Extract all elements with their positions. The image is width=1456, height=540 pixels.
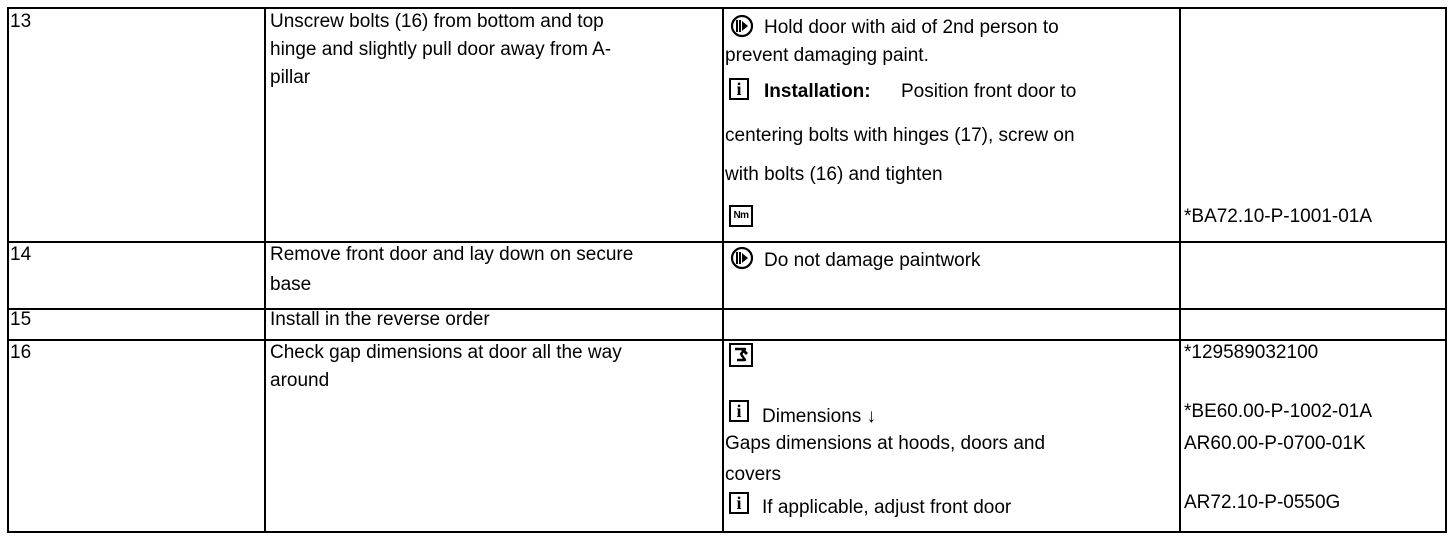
action-text: Remove front door and lay down on secure <box>270 244 634 265</box>
step-number: 16 <box>10 342 32 363</box>
reference-link[interactable]: AR72.10-P-0550G <box>1184 492 1341 513</box>
installation-label: Installation: <box>764 81 871 102</box>
column-divider <box>1179 9 1181 531</box>
action-text: Check gap dimensions at door all the way <box>270 342 622 363</box>
info-box-icon: i <box>729 78 749 100</box>
action-text: around <box>270 370 330 391</box>
step-number: 15 <box>10 309 32 330</box>
info-text: covers <box>725 464 781 485</box>
installation-text: Position front door to <box>901 81 1077 102</box>
column-divider <box>264 9 266 531</box>
warning-text: Hold door with aid of 2nd person to <box>764 17 1059 38</box>
info-text: If applicable, adjust front door <box>762 497 1012 518</box>
action-text: Install in the reverse order <box>270 309 490 330</box>
warning-circle-icon <box>729 246 755 270</box>
warning-text: Do not damage paintwork <box>764 250 981 271</box>
info-text: Gaps dimensions at hoods, doors and <box>725 433 1046 454</box>
step-number: 14 <box>10 244 32 265</box>
warning-text: prevent damaging paint. <box>725 45 929 66</box>
info-box-icon: i <box>729 492 749 514</box>
warning-circle-icon <box>729 14 755 38</box>
installation-text: centering bolts with hinges (17), screw on <box>725 125 1075 146</box>
row-divider <box>9 308 1445 310</box>
special-tool-icon <box>729 343 753 367</box>
reference-link[interactable]: AR60.00-P-0700-01K <box>1184 433 1366 454</box>
column-divider <box>722 9 724 531</box>
step-number: 13 <box>10 11 32 32</box>
action-text: pillar <box>270 67 311 88</box>
info-text: Dimensions ↓ <box>762 406 877 427</box>
action-text: base <box>270 274 312 295</box>
row-divider <box>9 241 1445 243</box>
reference-link[interactable]: *BA72.10-P-1001-01A <box>1184 206 1373 227</box>
installation-text: with bolts (16) and tighten <box>725 164 943 185</box>
reference-link[interactable]: *129589032100 <box>1184 342 1319 363</box>
reference-link[interactable]: *BE60.00-P-1002-01A <box>1184 401 1373 422</box>
info-box-icon: i <box>729 400 749 422</box>
action-text: hinge and slightly pull door away from A- <box>270 39 612 60</box>
action-text: Unscrew bolts (16) from bottom and top <box>270 11 604 32</box>
torque-nm-icon: Nm <box>729 205 753 227</box>
